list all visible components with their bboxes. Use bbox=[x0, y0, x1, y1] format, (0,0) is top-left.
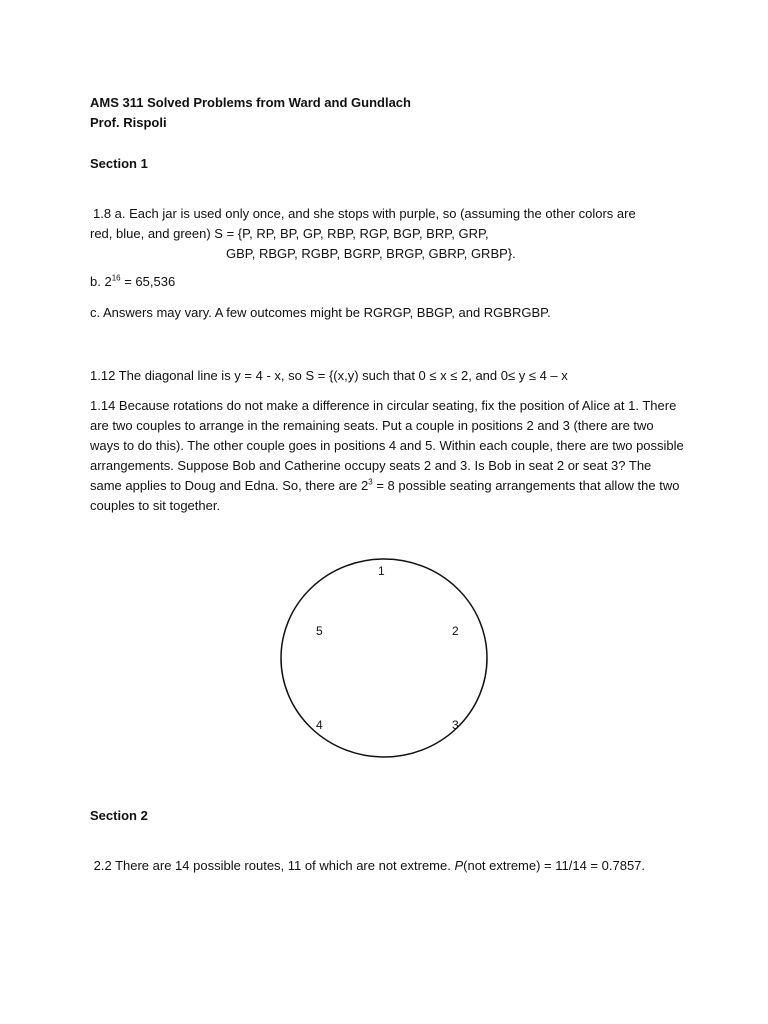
problem-2-2-text-b: (not extreme) = 11/14 = 0.7857. bbox=[463, 858, 646, 873]
problem-2-2 bbox=[90, 856, 650, 876]
problem-1-8b-suffix: = 65,536 bbox=[120, 274, 176, 289]
problem-2-2-italic-p: P bbox=[454, 858, 464, 873]
document-header bbox=[90, 93, 411, 133]
problem-1-14-exponent: 3 bbox=[368, 477, 373, 487]
seat-label-1: 1 bbox=[378, 564, 385, 578]
seat-label-2: 2 bbox=[452, 624, 459, 638]
problem-1-8a-line-2: red, blue, and green) S = {P, RP, BP, GP, RBP, RGP, BGP, BRP, GRP, bbox=[90, 226, 489, 241]
document-author: Prof. Rispoli bbox=[90, 115, 167, 130]
section-2-heading: Section 2 bbox=[90, 808, 148, 823]
seat-label-5: 5 bbox=[316, 624, 323, 638]
problem-1-8c: c. Answers may vary. A few outcomes might be RGRGP, BBGP, and RGBRGBP. bbox=[90, 305, 551, 320]
problem-1-8b bbox=[90, 272, 690, 292]
problem-2-2-text-a: 2.2 There are 14 possible routes, 11 of which are not extreme. bbox=[93, 858, 455, 873]
problem-1-14-text-a: 1.14 Because rotations do not make a difference in circular seating, fix the position of Alice at 1. There are two couples to arrange in the remaining seats. Put a couple in positions 2 and 3 (there are two ways to do this). The other couple goes in positions 4 and 5. Within each couple, there are two possible arrangements. Suppose Bob and Catherine occupy seats 2 and 3. Is Bob in seat 2 or seat 3? The same applies to Doug and Edna. So, there are 2 bbox=[90, 398, 684, 493]
section-1-heading: Section 1 bbox=[90, 156, 148, 171]
problem-1-8a bbox=[90, 204, 690, 264]
problem-1-14-text-b: = 8 possible seating arrangements that allow the two couples to sit together. bbox=[90, 478, 680, 513]
document-title: AMS 311 Solved Problems from Ward and Gundlach bbox=[90, 95, 411, 110]
seating-diagram bbox=[280, 558, 488, 758]
problem-1-8a-line-1: 1.8 a. Each jar is used only once, and she stops with purple, so (assuming the other colors are bbox=[93, 206, 636, 221]
problem-1-8b-exponent: 16 bbox=[111, 273, 121, 283]
seat-label-3: 3 bbox=[452, 718, 459, 732]
seat-label-4: 4 bbox=[316, 718, 323, 732]
problem-1-14 bbox=[90, 396, 685, 516]
problem-1-8b-prefix: b. 2 bbox=[90, 274, 112, 289]
problem-1-12: 1.12 The diagonal line is y = 4 - x, so S = {(x,y) such that 0 ≤ x ≤ 2, and 0≤ y ≤ 4 – x bbox=[90, 368, 568, 383]
problem-1-8a-line-3: GBP, RBGP, RGBP, BGRP, BRGP, GBRP, GRBP}. bbox=[226, 246, 516, 261]
